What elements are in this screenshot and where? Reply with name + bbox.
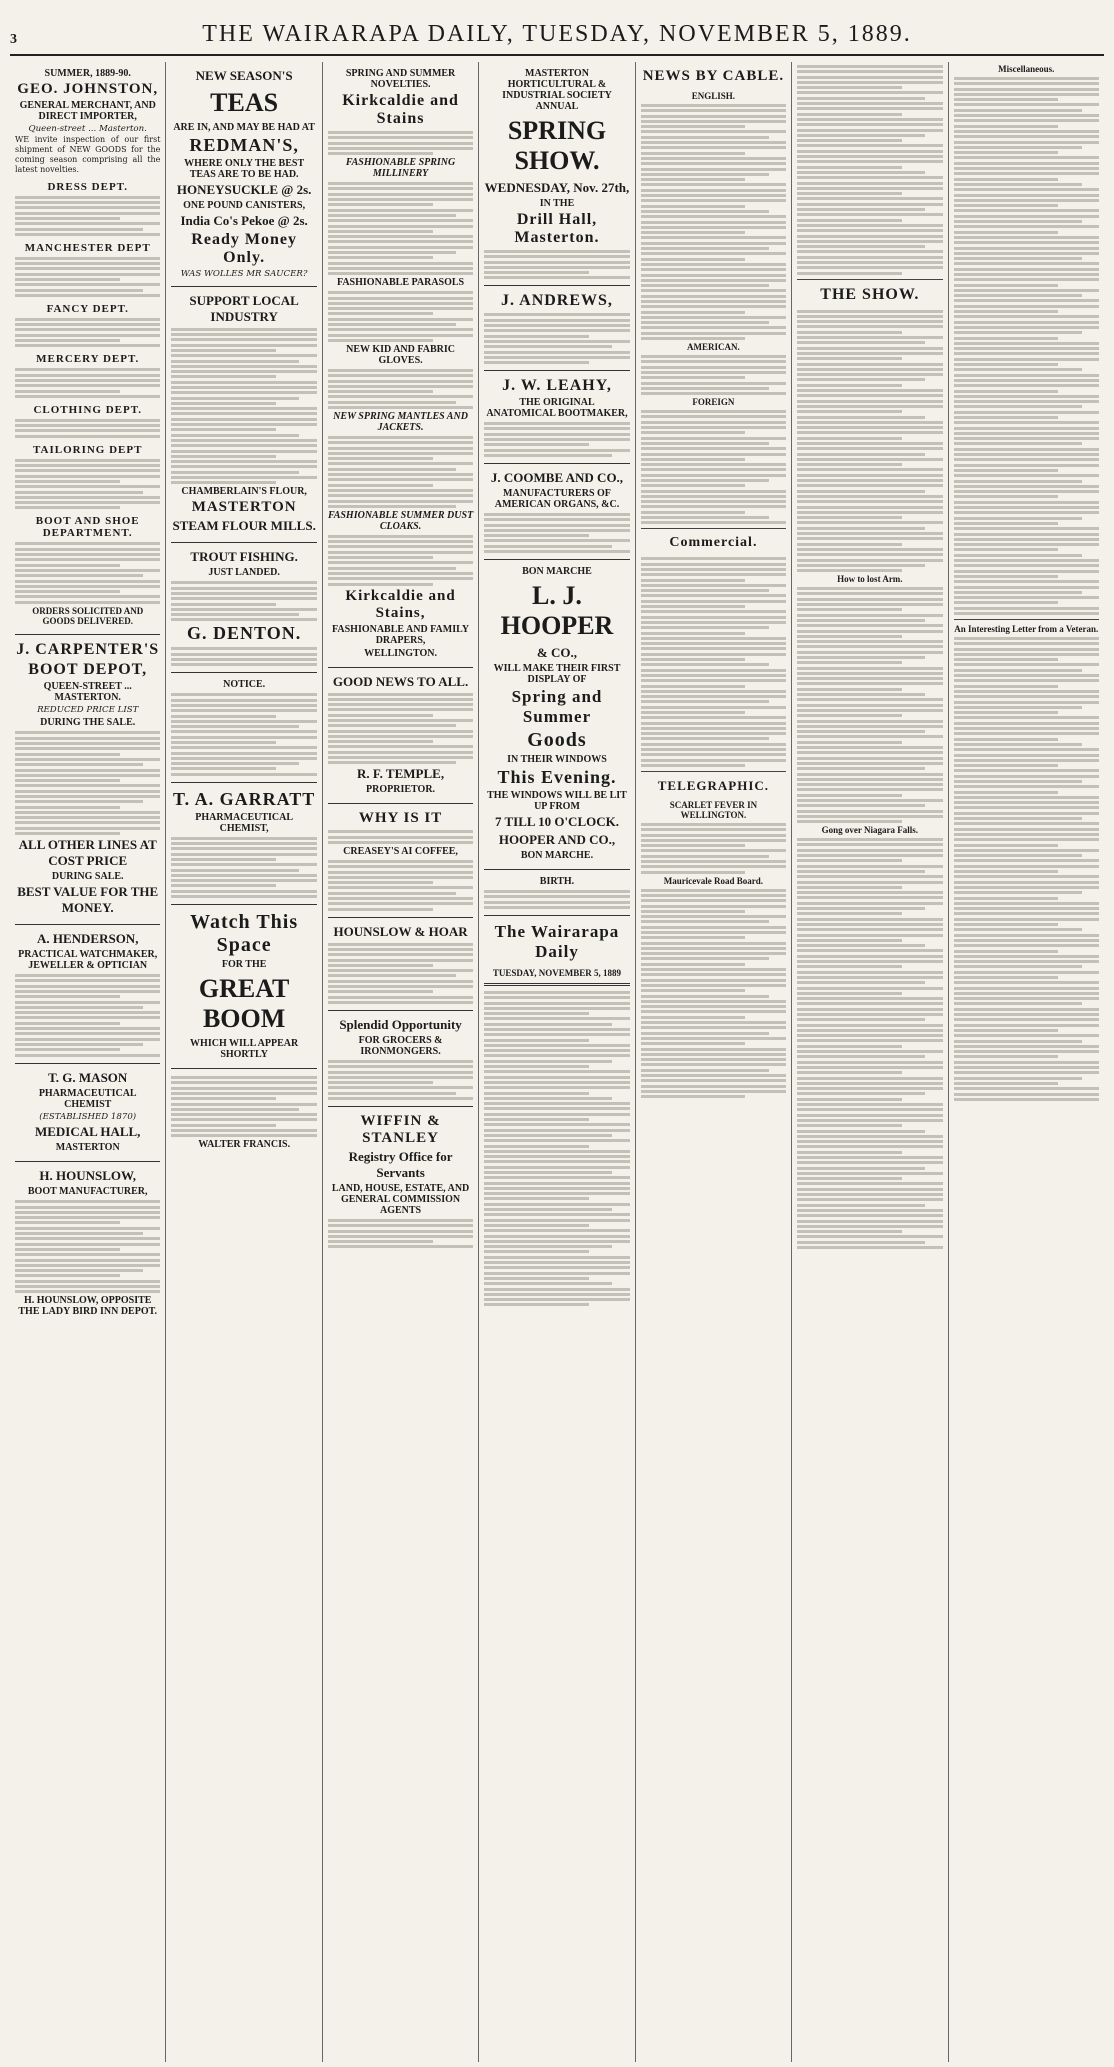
registry-office: Registry Office for Servants <box>348 1148 453 1180</box>
just-landed: JUST LANDED. <box>208 567 280 579</box>
section-manchester: MANCHESTER DEPT <box>24 241 151 254</box>
wiffin-ad <box>328 1107 473 1254</box>
section-clothing: CLOTHING DEPT. <box>33 403 142 416</box>
spring-novelties: SPRING AND SUMMER NOVELTIES. <box>345 68 456 90</box>
cable-news-heading: NEWS BY CABLE. <box>642 68 785 84</box>
section-dress: DRESS DEPT. <box>47 180 128 193</box>
carpenter-name: J. CARPENTER'S <box>16 640 160 658</box>
goods-word: Goods <box>527 729 587 752</box>
francis-ad <box>171 1069 316 1158</box>
coombe-ad <box>484 464 629 560</box>
india-line: India Co's Pekoe @ 2s. <box>180 213 308 228</box>
show-date: WEDNESDAY, Nov. 27th, <box>484 180 630 195</box>
kirkcaldie-ad <box>328 62 473 668</box>
henderson-sub: PRACTICAL WATCHMAKER, JEWELLER & OPTICIAN <box>18 949 158 972</box>
great-boom: GREAT BOOM <box>198 974 290 1034</box>
carpenter-ad <box>15 635 160 925</box>
merchant-name: GEO. JOHNSTON, <box>17 81 159 97</box>
splendid-opportunity: Splendid Opportunity <box>339 1016 462 1032</box>
section-tailoring: TAILORING DEPT <box>32 443 143 456</box>
bon-marche: BON MARCHE <box>522 566 592 578</box>
henderson-ad <box>15 925 160 1063</box>
english-heading: ENGLISH. <box>691 91 736 101</box>
splendid-ad <box>328 1011 473 1107</box>
editorial-nameplate: The Wairarapa Daily <box>494 921 620 961</box>
hounslow-foot: H. HOUNSLOW, OPPOSITE THE LADY BIRD INN DEPOT. <box>18 1295 158 1318</box>
merchant-place: Queen-street ... Masterton. <box>28 124 147 134</box>
walter-francis: WALTER FRANCIS. <box>198 1139 291 1151</box>
merchant-sub: GENERAL MERCHANT, AND DIRECT IMPORTER, <box>19 100 156 122</box>
watch-space: Watch This Space <box>190 911 299 957</box>
leahy-ad <box>484 371 629 464</box>
leahy-name: J. W. LEAHY, <box>502 377 612 395</box>
hooper-name-2: HOOPER AND CO., <box>498 832 616 848</box>
local-industry: SUPPORT LOCAL INDUSTRY <box>189 292 299 324</box>
road-board-heading: Mauricevale Road Board. <box>663 875 764 886</box>
steam-mills: STEAM FLOUR MILLS. <box>172 518 316 534</box>
denton-ad <box>171 543 316 673</box>
gloves-heading: NEW KID AND FABRIC GLOVES. <box>346 343 455 366</box>
wellington-line: WELLINGTON. <box>364 647 437 659</box>
for-the: FOR THE <box>221 959 267 971</box>
gong-heading: Gong over Niagara Falls. <box>821 825 918 836</box>
coombe-name: J. COOMBE AND CO., <box>490 469 624 485</box>
season-heading: SUMMER, 1889-90. <box>44 68 131 79</box>
masthead <box>10 8 1104 56</box>
drapers-line: FASHIONABLE AND FAMILY DRAPERS, <box>332 623 470 646</box>
hounslow-name: H. HOUNSLOW, <box>39 1168 137 1184</box>
birth-heading: BIRTH. <box>539 876 575 888</box>
scarlet-fever-heading: SCARLET FEVER IN WELLINGTON. <box>669 799 758 820</box>
canisters-line: ONE POUND CANISTERS, <box>183 200 306 211</box>
windows-line: IN THEIR WINDOWS <box>507 754 607 766</box>
column-5 <box>636 62 792 2062</box>
honeysuckle-line: HONEYSUCKLE @ 2s. <box>176 182 312 197</box>
column-4 <box>479 62 635 2062</box>
hounslow-ad <box>15 1162 160 1325</box>
mason-est: (ESTABLISHED 1870) <box>39 1111 137 1122</box>
mason-sub: PHARMACEUTICAL CHEMIST <box>38 1087 137 1110</box>
telegraphic-heading: TELEGRAPHIC. <box>657 777 770 793</box>
local-industry-ad <box>171 287 316 544</box>
mason-name: T. G. MASON <box>48 1069 128 1085</box>
boom-ad <box>171 905 316 1069</box>
garratt-name: T. A. GARRATT <box>172 788 316 809</box>
editorial-date: TUESDAY, NOVEMBER 5, 1889 <box>492 967 622 978</box>
section-fancy: FANCY DEPT. <box>46 302 129 315</box>
carpenter-place: QUEEN-STREET ... MASTERTON. <box>43 680 132 703</box>
veteran-letter-heading: An Interesting Letter from a Veteran. <box>954 623 1099 634</box>
trout-fishing: TROUT FISHING. <box>190 549 298 565</box>
section-mercery: MERCERY DEPT. <box>36 353 140 366</box>
column-7 <box>949 62 1104 2062</box>
teas-heading: TEAS <box>210 88 279 117</box>
garratt-ad <box>171 783 316 905</box>
birth-notice <box>484 870 629 916</box>
kirkcaldie-name-2: Kirkcaldie and Stains, <box>345 587 456 621</box>
leahy-sub: THE ORIGINAL ANATOMICAL BOOTMAKER, <box>486 397 628 420</box>
creasey-ad <box>328 804 473 917</box>
american-heading: AMERICAN. <box>687 342 740 353</box>
temple-ad <box>328 668 473 805</box>
saucer-line: WAS WOLLES MR SAUCER? <box>180 269 308 279</box>
this-evening: This Evening. <box>497 767 617 788</box>
notice-ad <box>171 673 316 782</box>
where-line: WHERE ONLY THE BEST TEAS ARE TO BE HAD. <box>184 158 305 180</box>
hounslow-hoar: HOUNSLOW & HOAR <box>333 923 468 939</box>
spring-summer: Spring and Summer <box>511 687 603 727</box>
foreign-heading: FOREIGN <box>692 397 735 408</box>
section-boots: BOOT AND SHOE DEPARTMENT. <box>35 515 140 540</box>
redman-name: REDMAN'S, <box>189 135 299 155</box>
show-ad <box>484 62 629 286</box>
in-the: IN THE <box>539 198 575 209</box>
best-value: BEST VALUE FOR THE MONEY. <box>17 884 159 916</box>
garratt-sub: PHARMACEUTICAL CHEMIST, <box>195 811 294 834</box>
the-show-heading: THE SHOW. <box>820 285 920 303</box>
mason-ad <box>15 1064 160 1163</box>
carpenter-during: DURING THE SALE. <box>40 717 136 729</box>
column-6 <box>792 62 948 2062</box>
notice-heading: NOTICE. <box>223 679 266 691</box>
why-is-it: WHY IS IT <box>358 810 443 827</box>
splendid-sub: FOR GROCERS & IRONMONGERS. <box>358 1034 443 1057</box>
hours-line: 7 TILL 10 O'CLOCK. <box>494 814 619 830</box>
kirkcaldie-name: Kirkcaldie and Stains <box>342 92 459 127</box>
hooper-ad <box>484 560 629 870</box>
redman-ad <box>171 62 316 287</box>
mill-masterton: MASTERTON <box>191 499 297 516</box>
cost-sub: DURING SALE. <box>51 871 124 883</box>
drill-hall: Drill Hall, Masterton. <box>514 211 600 246</box>
shortly-line: WHICH WILL APPEAR SHORTLY <box>190 1038 299 1061</box>
creasey-coffee: CREASEY'S AI COFFEE, <box>343 845 458 857</box>
miscellaneous-heading: Miscellaneous. <box>998 64 1055 74</box>
lit-line: THE WINDOWS WILL BE LIT UP FROM <box>487 790 627 813</box>
orders-line: ORDERS SOLICITED AND GOODS DELIVERED. <box>32 605 144 626</box>
land-agents: LAND, HOUSE, ESTATE, AND GENERAL COMMISSION AGENTS <box>331 1182 470 1216</box>
lost-arm-heading: How to lost Arm. <box>837 574 903 585</box>
hooper-name: L. J. HOOPER <box>500 581 614 641</box>
hounslow-hoar-ad <box>328 918 473 1011</box>
millinery-heading: FASHIONABLE SPRING MILLINERY <box>345 157 456 180</box>
dust-cloaks: FASHIONABLE SUMMER DUST CLOAKS. <box>327 509 474 532</box>
medical-place: MASTERTON <box>55 1142 120 1154</box>
display-line: WILL MAKE THEIR FIRST DISPLAY OF <box>493 663 621 686</box>
spring-show: SPRING SHOW. <box>507 116 607 175</box>
denton-name: G. DENTON. <box>187 623 302 644</box>
johnston-ad <box>15 62 160 635</box>
merchant-intro: WE invite inspection of our first shipment of NEW GOODS for the coming season comprising all the latest novelties. <box>15 134 161 174</box>
coombe-sub: MANUFACTURERS OF AMERICAN ORGANS, &C. <box>494 487 620 510</box>
andrews-ad <box>484 286 629 371</box>
column-2 <box>166 62 322 2062</box>
henderson-name: A. HENDERSON, <box>36 931 139 947</box>
medical-hall: MEDICAL HALL, <box>34 1124 141 1140</box>
ready-money: Ready Money Only. <box>191 231 297 266</box>
carpenter-sub: REDUCED PRICE LIST <box>37 704 139 715</box>
hooper-co: & CO., <box>536 645 578 661</box>
wiffin-stanley: WIFFIN & STANLEY <box>360 1112 441 1146</box>
mantles-heading: NEW SPRING MANTLES AND JACKETS. <box>333 410 468 433</box>
parasols-heading: FASHIONABLE PARASOLS <box>336 277 465 289</box>
good-news: GOOD NEWS TO ALL. <box>332 673 469 689</box>
andrews-name: J. ANDREWS, <box>501 292 613 310</box>
chamberlain-flour: CHAMBERLAIN'S FLOUR, <box>181 486 307 498</box>
commercial-heading: Commercial. <box>669 535 758 551</box>
cost-line: ALL OTHER LINES AT COST PRICE <box>18 837 157 869</box>
carpenter-title: BOOT DEPOT, <box>28 660 148 678</box>
new-season: NEW SEASON'S <box>195 68 293 83</box>
temple-name: R. F. TEMPLE, <box>357 766 445 782</box>
are-in-line: ARE IN, AND MAY BE HAD AT <box>173 122 315 133</box>
column-3 <box>323 62 479 2062</box>
society-name: MASTERTON HORTICULTURAL & INDUSTRIAL SOCIETY ANNUAL <box>502 68 612 112</box>
columns <box>10 62 1104 2062</box>
page-number: 3 <box>10 32 17 47</box>
hounslow-sub: BOOT MANUFACTURER, <box>27 1186 148 1198</box>
bon-marche-2: BON MARCHE. <box>520 850 594 862</box>
masthead-title: THE WAIRARAPA DAILY, TUESDAY, NOVEMBER 5, 1889. <box>202 21 912 47</box>
column-1 <box>10 62 166 2062</box>
temple-sub: PROPRIETOR. <box>366 784 436 796</box>
